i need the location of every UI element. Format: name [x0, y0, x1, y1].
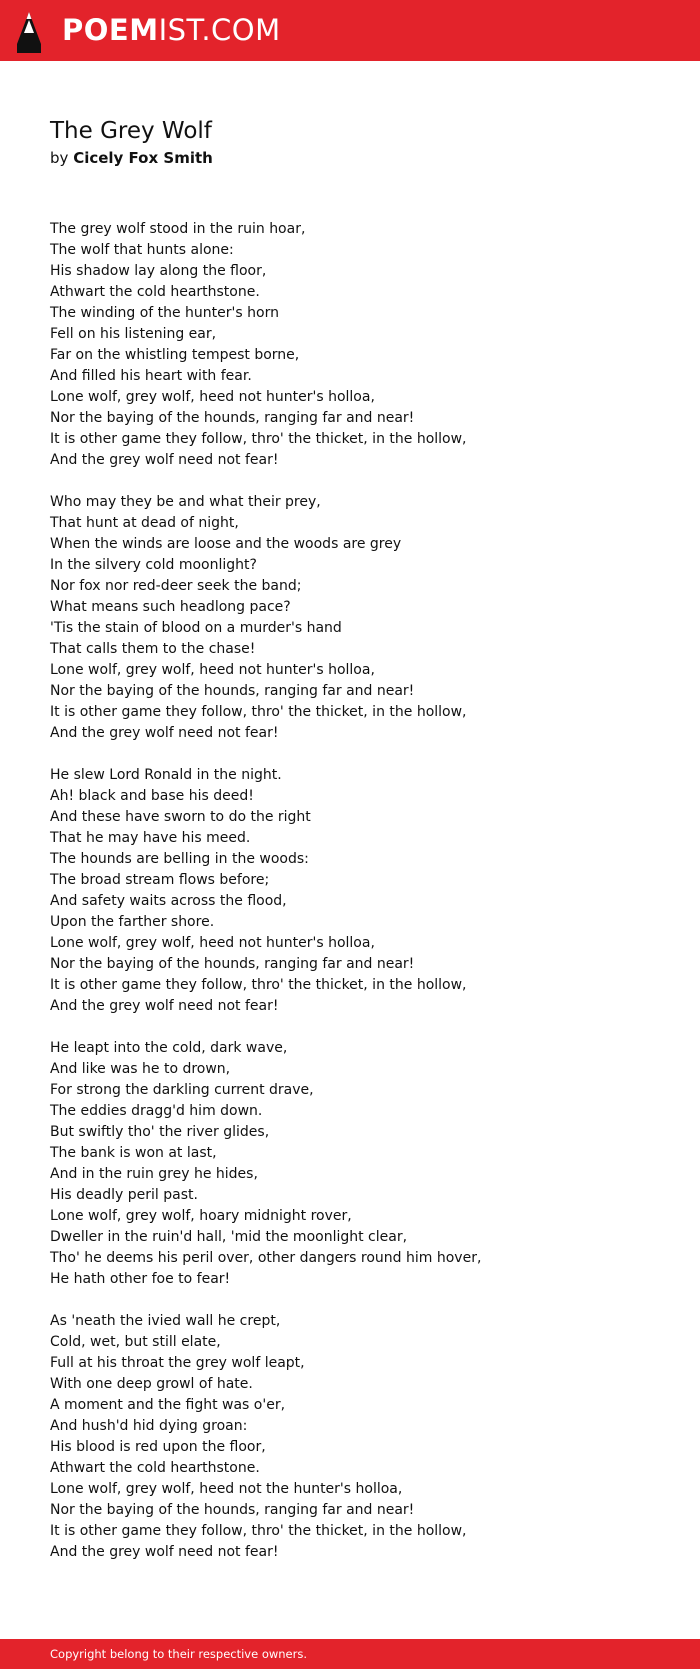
poem-line: It is other game they follow, thro' the thicket, in the hollow,	[50, 1523, 467, 1539]
poem-line: And the grey wolf need not fear!	[50, 998, 279, 1014]
stanza	[50, 1311, 670, 1563]
poem-line: When the winds are loose and the woods are grey	[50, 536, 402, 552]
poem-line: The broad stream flows before;	[50, 872, 270, 888]
poem-line: It is other game they follow, thro' the thicket, in the hollow,	[50, 431, 467, 447]
poem-title: The Grey Wolf	[50, 118, 212, 144]
poem-line: His shadow lay along the floor,	[50, 263, 267, 279]
poem-body	[50, 219, 670, 1584]
stanza	[50, 1038, 670, 1290]
poem-line: The grey wolf stood in the ruin hoar,	[50, 221, 306, 237]
poem-line: His blood is red upon the floor,	[50, 1439, 266, 1455]
poem-line: Nor the baying of the hounds, ranging far and near!	[50, 410, 415, 426]
stanza	[50, 219, 670, 471]
poem-line: Ah! black and base his deed!	[50, 788, 254, 804]
poem-line: He slew Lord Ronald in the night.	[50, 767, 282, 783]
stanza	[50, 765, 670, 1017]
poem-line: Tho' he deems his peril over, other dangers round him hover,	[50, 1250, 482, 1266]
poem-line: The bank is won at last,	[50, 1145, 217, 1161]
poem-line: That hunt at dead of night,	[50, 515, 239, 531]
poem-line: Lone wolf, grey wolf, hoary midnight rover,	[50, 1208, 352, 1224]
poem-line: It is other game they follow, thro' the thicket, in the hollow,	[50, 977, 467, 993]
poem-line: And hush'd hid dying groan:	[50, 1418, 248, 1434]
poem-line: As 'neath the ivied wall he crept,	[50, 1313, 281, 1329]
site-header	[0, 0, 700, 61]
site-logo[interactable]	[62, 12, 281, 48]
poem-line: And the grey wolf need not fear!	[50, 1544, 279, 1560]
poem-line: What means such headlong pace?	[50, 599, 291, 615]
poem-line: And filled his heart with fear.	[50, 368, 252, 384]
poem-line: Full at his throat the grey wolf leapt,	[50, 1355, 305, 1371]
poem-line: Fell on his listening ear,	[50, 326, 217, 342]
logo-light-text: IST.COM	[158, 13, 281, 47]
poem-line: And these have sworn to do the right	[50, 809, 311, 825]
poem-line: Dweller in the ruin'd hall, 'mid the moonlight clear,	[50, 1229, 408, 1245]
stanza	[50, 492, 670, 744]
poem-line: Lone wolf, grey wolf, heed not the hunter's holloa,	[50, 1481, 403, 1497]
poem-line: For strong the darkling current drave,	[50, 1082, 314, 1098]
poem-line: That calls them to the chase!	[50, 641, 256, 657]
poem-line: Nor the baying of the hounds, ranging far and near!	[50, 1502, 415, 1518]
poem-line: And safety waits across the flood,	[50, 893, 287, 909]
site-footer	[0, 1639, 700, 1669]
poem-line: Lone wolf, grey wolf, heed not hunter's holloa,	[50, 935, 375, 951]
poem-line: It is other game they follow, thro' the thicket, in the hollow,	[50, 704, 467, 720]
poem-line: Lone wolf, grey wolf, heed not hunter's holloa,	[50, 662, 375, 678]
author-name[interactable]: Cicely Fox Smith	[73, 149, 213, 167]
poem-line: He hath other foe to fear!	[50, 1271, 231, 1287]
poem-line: In the silvery cold moonlight?	[50, 557, 257, 573]
poem-line: Nor the baying of the hounds, ranging far and near!	[50, 956, 415, 972]
poem-line: Upon the farther shore.	[50, 914, 215, 930]
poem-line: Athwart the cold hearthstone.	[50, 284, 260, 300]
poem-line: And the grey wolf need not fear!	[50, 725, 279, 741]
poem-line: The eddies dragg'd him down.	[50, 1103, 263, 1119]
poem-line: With one deep growl of hate.	[50, 1376, 253, 1392]
poem-line: Nor fox nor red-deer seek the band;	[50, 578, 302, 594]
logo-bold-text: POEM	[62, 13, 159, 47]
poem-line: A moment and the fight was o'er,	[50, 1397, 286, 1413]
pencil-tip-icon[interactable]	[16, 11, 42, 53]
poem-line: Cold, wet, but still elate,	[50, 1334, 221, 1350]
poem-line: And the grey wolf need not fear!	[50, 452, 279, 468]
poem-line: And like was he to drown,	[50, 1061, 231, 1077]
poem-line: Athwart the cold hearthstone.	[50, 1460, 260, 1476]
poem-line: His deadly peril past.	[50, 1187, 198, 1203]
poem-line: He leapt into the cold, dark wave,	[50, 1040, 288, 1056]
poem-line: That he may have his meed.	[50, 830, 251, 846]
poem-line: Who may they be and what their prey,	[50, 494, 321, 510]
poem-line: Far on the whistling tempest borne,	[50, 347, 300, 363]
poem-line: The winding of the hunter's horn	[50, 305, 279, 321]
poem-line: But swiftly tho' the river glides,	[50, 1124, 270, 1140]
poem-line: Lone wolf, grey wolf, heed not hunter's holloa,	[50, 389, 375, 405]
copyright-text: Copyright belong to their respective owners.	[50, 1647, 308, 1661]
poem-line: And in the ruin grey he hides,	[50, 1166, 258, 1182]
byline-prefix: by	[50, 149, 69, 167]
poem-line: The hounds are belling in the woods:	[50, 851, 309, 867]
poem-line: Nor the baying of the hounds, ranging far and near!	[50, 683, 415, 699]
byline	[50, 147, 213, 169]
poem-line: 'Tis the stain of blood on a murder's hand	[50, 620, 342, 636]
poem-line: The wolf that hunts alone:	[50, 242, 234, 258]
